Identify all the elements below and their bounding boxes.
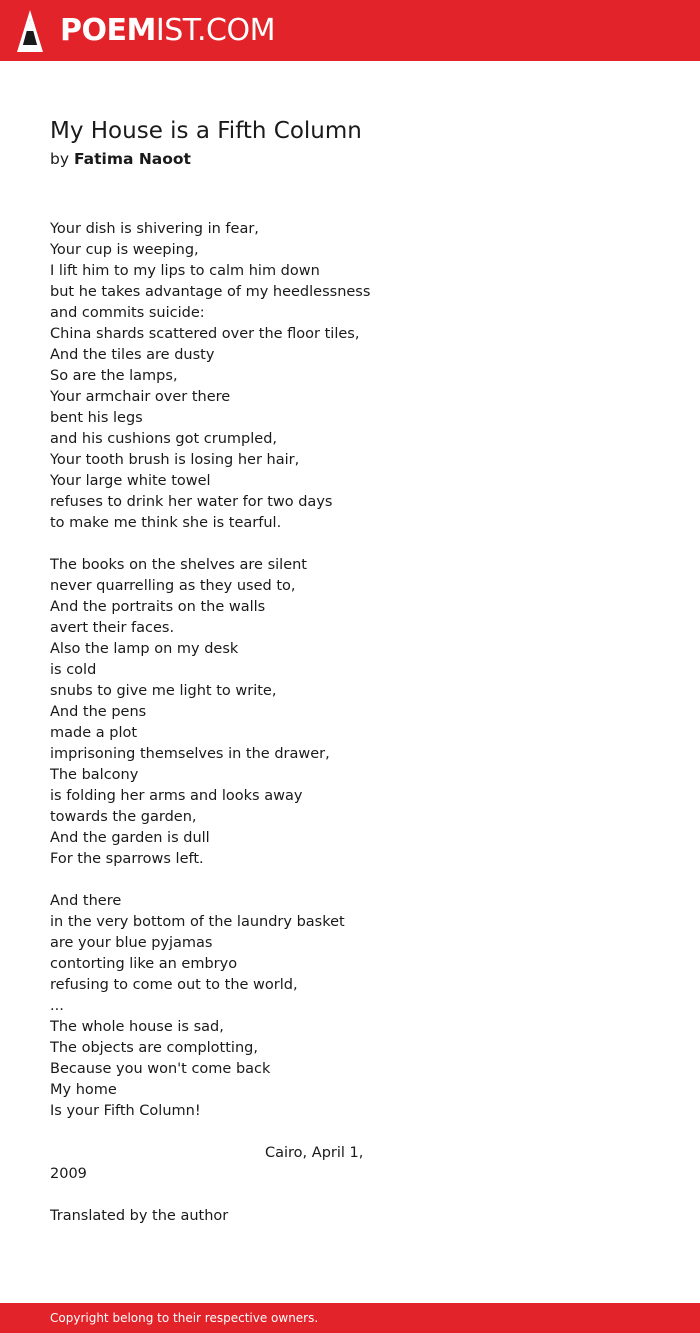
poem-line: And the pens bbox=[50, 704, 147, 720]
site-logo[interactable] bbox=[16, 8, 275, 54]
poem-line: Your large white towel bbox=[50, 473, 211, 489]
poem-line: For the sparrows left. bbox=[50, 851, 204, 867]
poem-line: The objects are complotting, bbox=[50, 1040, 258, 1056]
poem-lines bbox=[50, 219, 370, 1122]
site-wordmark bbox=[60, 13, 275, 48]
place-date: Cairo, April 1, bbox=[265, 1145, 364, 1161]
poem-line: is cold bbox=[50, 662, 97, 678]
poem-line: refusing to come out to the world, bbox=[50, 977, 298, 993]
poem-line: Because you won't come back bbox=[50, 1061, 271, 1077]
translator-note: Translated by the author bbox=[50, 1208, 229, 1224]
poem-line: My home bbox=[50, 1082, 117, 1098]
poem-line: And there bbox=[50, 893, 122, 909]
poem-line: The whole house is sad, bbox=[50, 1019, 224, 1035]
poem-line: Also the lamp on my desk bbox=[50, 641, 239, 657]
poem-line: made a plot bbox=[50, 725, 138, 741]
wordmark-light: IST.COM bbox=[155, 13, 275, 48]
poem-line: in the very bottom of the laundry basket bbox=[50, 914, 345, 930]
poem-line: refuses to drink her water for two days bbox=[50, 494, 333, 510]
poem-line: Your tooth brush is losing her hair, bbox=[50, 452, 300, 468]
poem-line: imprisoning themselves in the drawer, bbox=[50, 746, 330, 762]
poem-line: Your dish is shivering in fear, bbox=[50, 221, 259, 237]
poem-line: and commits suicide: bbox=[50, 305, 205, 321]
poem-line: contorting like an embryo bbox=[50, 956, 238, 972]
header-bar bbox=[0, 0, 700, 61]
poem-line: The books on the shelves are silent bbox=[50, 557, 307, 573]
stanza-break bbox=[50, 870, 370, 891]
copyright-text: Copyright belong to their respective owners. bbox=[50, 1311, 319, 1325]
poem-line: And the tiles are dusty bbox=[50, 347, 215, 363]
poem-line: is folding her arms and looks away bbox=[50, 788, 303, 804]
poem-line: Is your Fifth Column! bbox=[50, 1103, 201, 1119]
poem-line: bent his legs bbox=[50, 410, 143, 426]
poem-line: avert their faces. bbox=[50, 620, 175, 636]
author-name[interactable]: Fatima Naoot bbox=[73, 150, 191, 168]
poem-line: China shards scattered over the floor tiles, bbox=[50, 326, 360, 342]
by-label: by bbox=[50, 150, 70, 168]
byline bbox=[50, 148, 191, 170]
poem-line: are your blue pyjamas bbox=[50, 935, 213, 951]
poem-line: and his cushions got crumpled, bbox=[50, 431, 278, 447]
wordmark-bold: POEM bbox=[60, 13, 156, 48]
poem-line: Your cup is weeping, bbox=[50, 242, 199, 258]
stanza-break bbox=[50, 534, 370, 555]
poem-line: ... bbox=[50, 998, 64, 1014]
stanza-break bbox=[50, 1185, 370, 1206]
poem-line: to make me think she is tearful. bbox=[50, 515, 282, 531]
poem-line: Your armchair over there bbox=[50, 389, 231, 405]
date-year: 2009 bbox=[50, 1166, 87, 1182]
poem-line: towards the garden, bbox=[50, 809, 197, 825]
poem-line: The balcony bbox=[50, 767, 139, 783]
stanza-break bbox=[50, 1122, 370, 1143]
poem-body bbox=[50, 219, 370, 1227]
poem-line: So are the lamps, bbox=[50, 368, 178, 384]
pencil-icon bbox=[16, 9, 44, 53]
footer-bar bbox=[0, 1303, 700, 1333]
poem-line: snubs to give me light to write, bbox=[50, 683, 277, 699]
poem-line: And the garden is dull bbox=[50, 830, 210, 846]
poem-line: but he takes advantage of my heedlessness bbox=[50, 284, 371, 300]
poem-line: And the portraits on the walls bbox=[50, 599, 266, 615]
poem-title: My House is a Fifth Column bbox=[50, 118, 362, 144]
poem-line: I lift him to my lips to calm him down bbox=[50, 263, 320, 279]
poem-line: never quarrelling as they used to, bbox=[50, 578, 296, 594]
